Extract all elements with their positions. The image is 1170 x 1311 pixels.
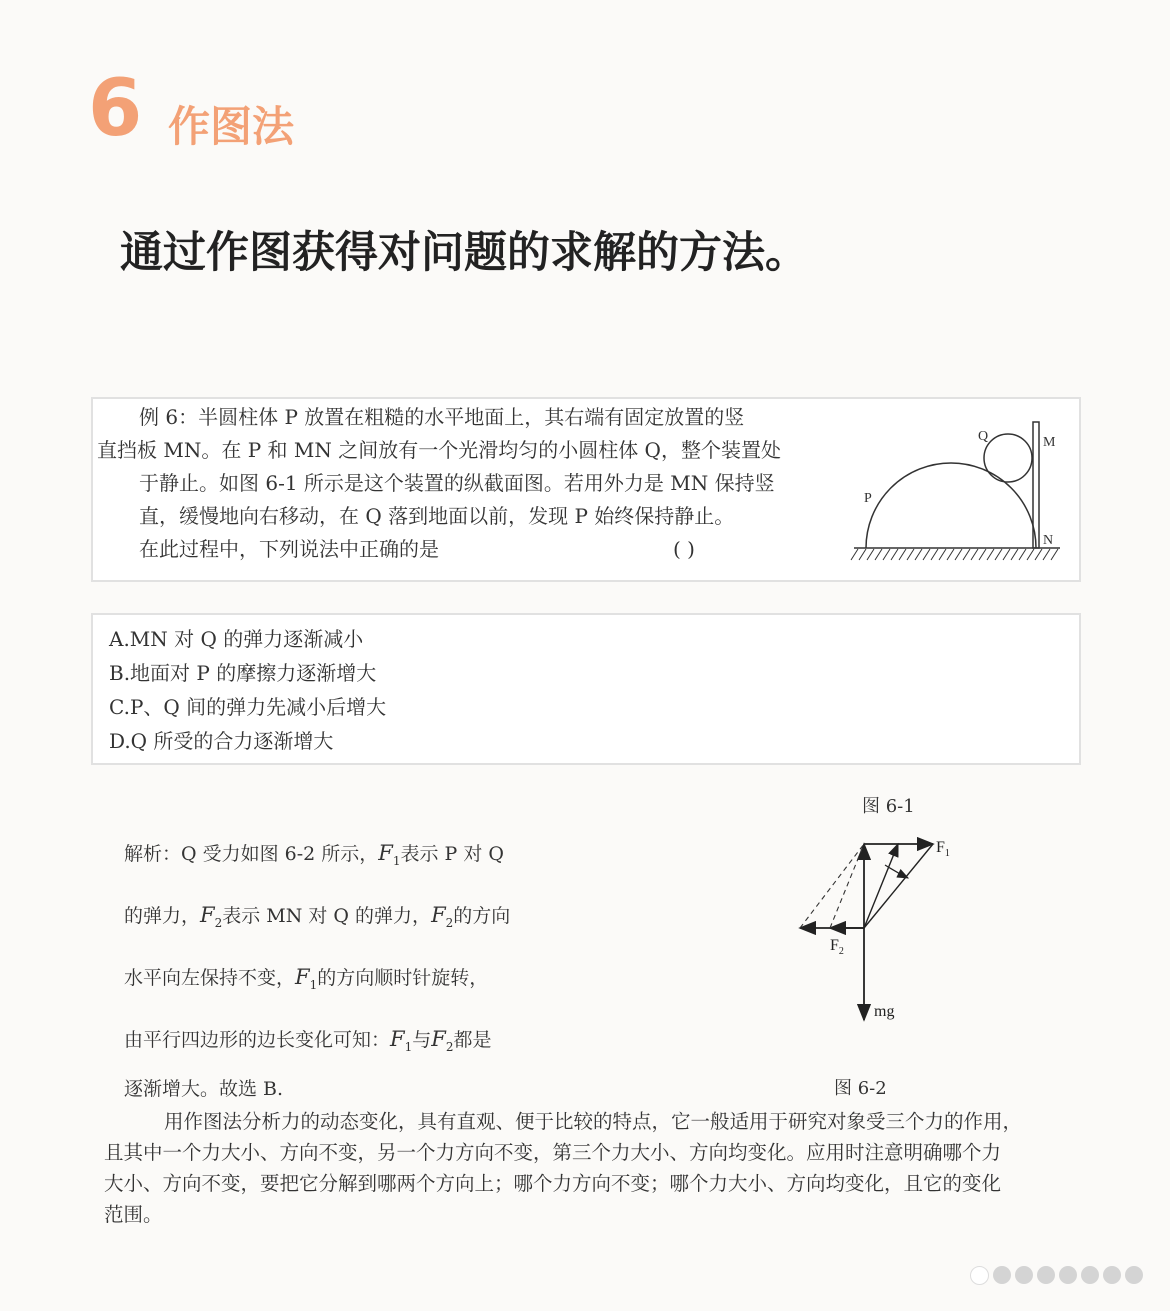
section-number: 6 <box>88 64 143 154</box>
question-line: 直挡板 MN。在 P 和 MN 之间放有一个光滑均匀的小圆柱体 Q，整个装置处 <box>97 438 781 462</box>
page-dot-active[interactable] <box>970 1266 989 1285</box>
question-line: 在此过程中，下列说法中正确的是 <box>139 537 439 561</box>
force-symbol: F <box>431 1027 446 1051</box>
paragraph-line-4: 范围。 <box>104 1203 163 1226</box>
option-c: C.P、Q 间的弹力先减小后增大 <box>109 695 387 719</box>
figure-6-1-diagram <box>850 416 1065 568</box>
analysis-line-4 <box>124 1029 491 1053</box>
force-subscript: 2 <box>214 915 223 930</box>
answer-bracket: ( ) <box>673 537 695 561</box>
paragraph-line-2: 且其中一个力大小、方向不变，另一个力方向不变，第三个力大小、方向均变化。应用时注意明确哪个力 <box>104 1141 1002 1164</box>
analysis-text: 都是 <box>453 1029 492 1051</box>
analysis-line-3 <box>124 967 488 991</box>
dashed-line <box>800 844 864 928</box>
question-line: 于静止。如图 6-1 所示是这个装置的纵截面图。若用外力是 MN 保持竖 <box>139 471 775 495</box>
option-b: B.地面对 P 的摩擦力逐渐增大 <box>109 661 377 685</box>
analysis-text: 的方向顺时针旋转， <box>317 967 489 989</box>
ground-hatching <box>851 549 1058 560</box>
figure-6-1-caption: 图 6-1 <box>862 796 915 817</box>
option-d: D.Q 所受的合力逐渐增大 <box>109 729 334 753</box>
analysis-text: 表示 MN 对 Q 的弹力， <box>222 905 432 927</box>
force-symbol: F <box>431 903 446 927</box>
force-symbol: F <box>295 965 310 989</box>
label-p: P <box>864 491 872 506</box>
force-subscript: 1 <box>392 853 401 868</box>
analysis-line-5: 逐渐增大。故选 B. <box>124 1078 284 1100</box>
page-indicator[interactable] <box>970 1266 1143 1285</box>
analysis-text: 由平行四边形的边长变化可知： <box>124 1029 391 1051</box>
force-symbol: F <box>200 903 215 927</box>
force-subscript: 1 <box>309 977 318 992</box>
question-line: 直，缓慢地向右移动，在 Q 落到地面以前，发现 P 始终保持静止。 <box>139 504 735 528</box>
analysis-text: 与 <box>412 1029 432 1051</box>
section-title: 作图法 <box>168 102 295 151</box>
page-dot[interactable] <box>1059 1266 1077 1284</box>
analysis-text: 解析：Q 受力如图 6-2 所示， <box>124 843 379 865</box>
question-line: 例 6：半圆柱体 P 放置在粗糙的水平地面上，其右端有固定放置的竖 <box>139 405 745 429</box>
option-a: A.MN 对 Q 的弹力逐渐减小 <box>109 627 364 651</box>
page-dot[interactable] <box>1037 1266 1055 1284</box>
force-symbol: F <box>378 841 393 865</box>
options-box <box>91 613 1081 765</box>
force-symbol: F <box>390 1027 405 1051</box>
section-subtitle: 通过作图获得对问题的求解的方法。 <box>120 228 808 278</box>
f1-arrow-mid <box>864 844 898 928</box>
analysis-text: 水平向左保持不变， <box>124 967 296 989</box>
cylinder-q <box>984 434 1032 482</box>
analysis-line-2 <box>124 905 510 929</box>
paragraph-line-1: 用作图法分析力的动态变化，具有直观、便于比较的特点，它一般适用于研究对象受三个力的作用， <box>164 1110 1023 1133</box>
label-m: M <box>1043 435 1056 450</box>
f1-arrow-right <box>864 844 933 928</box>
rotation-arrow <box>885 865 908 878</box>
page-dot[interactable] <box>1015 1266 1033 1284</box>
page-dot[interactable] <box>1081 1266 1099 1284</box>
force-subscript: 2 <box>445 915 454 930</box>
label-f1: $F_1$ <box>936 839 950 859</box>
figure-6-2-diagram <box>790 832 970 1032</box>
analysis-line-1 <box>124 843 504 867</box>
page-dot[interactable] <box>1125 1266 1143 1284</box>
page-dot[interactable] <box>1103 1266 1121 1284</box>
figure-6-2-caption: 图 6-2 <box>834 1078 887 1099</box>
label-f2: $F_2$ <box>830 937 844 957</box>
analysis-text: 的弹力， <box>124 905 201 927</box>
label-n: N <box>1043 533 1054 548</box>
force-subscript: 1 <box>404 1039 413 1054</box>
dashed-line <box>830 844 864 928</box>
label-q: Q <box>978 429 989 444</box>
force-subscript: 2 <box>445 1039 454 1054</box>
label-mg: mg <box>874 1003 895 1020</box>
analysis-text: 表示 P 对 Q <box>400 843 504 865</box>
page-dot[interactable] <box>993 1266 1011 1284</box>
half-cylinder-p <box>866 463 1036 548</box>
analysis-text: 的方向 <box>453 905 511 927</box>
paragraph-line-3: 大小、方向不变，要把它分解到哪两个方向上；哪个力方向不变；哪个力大小、方向均变化，且它的变化 <box>104 1172 1002 1195</box>
